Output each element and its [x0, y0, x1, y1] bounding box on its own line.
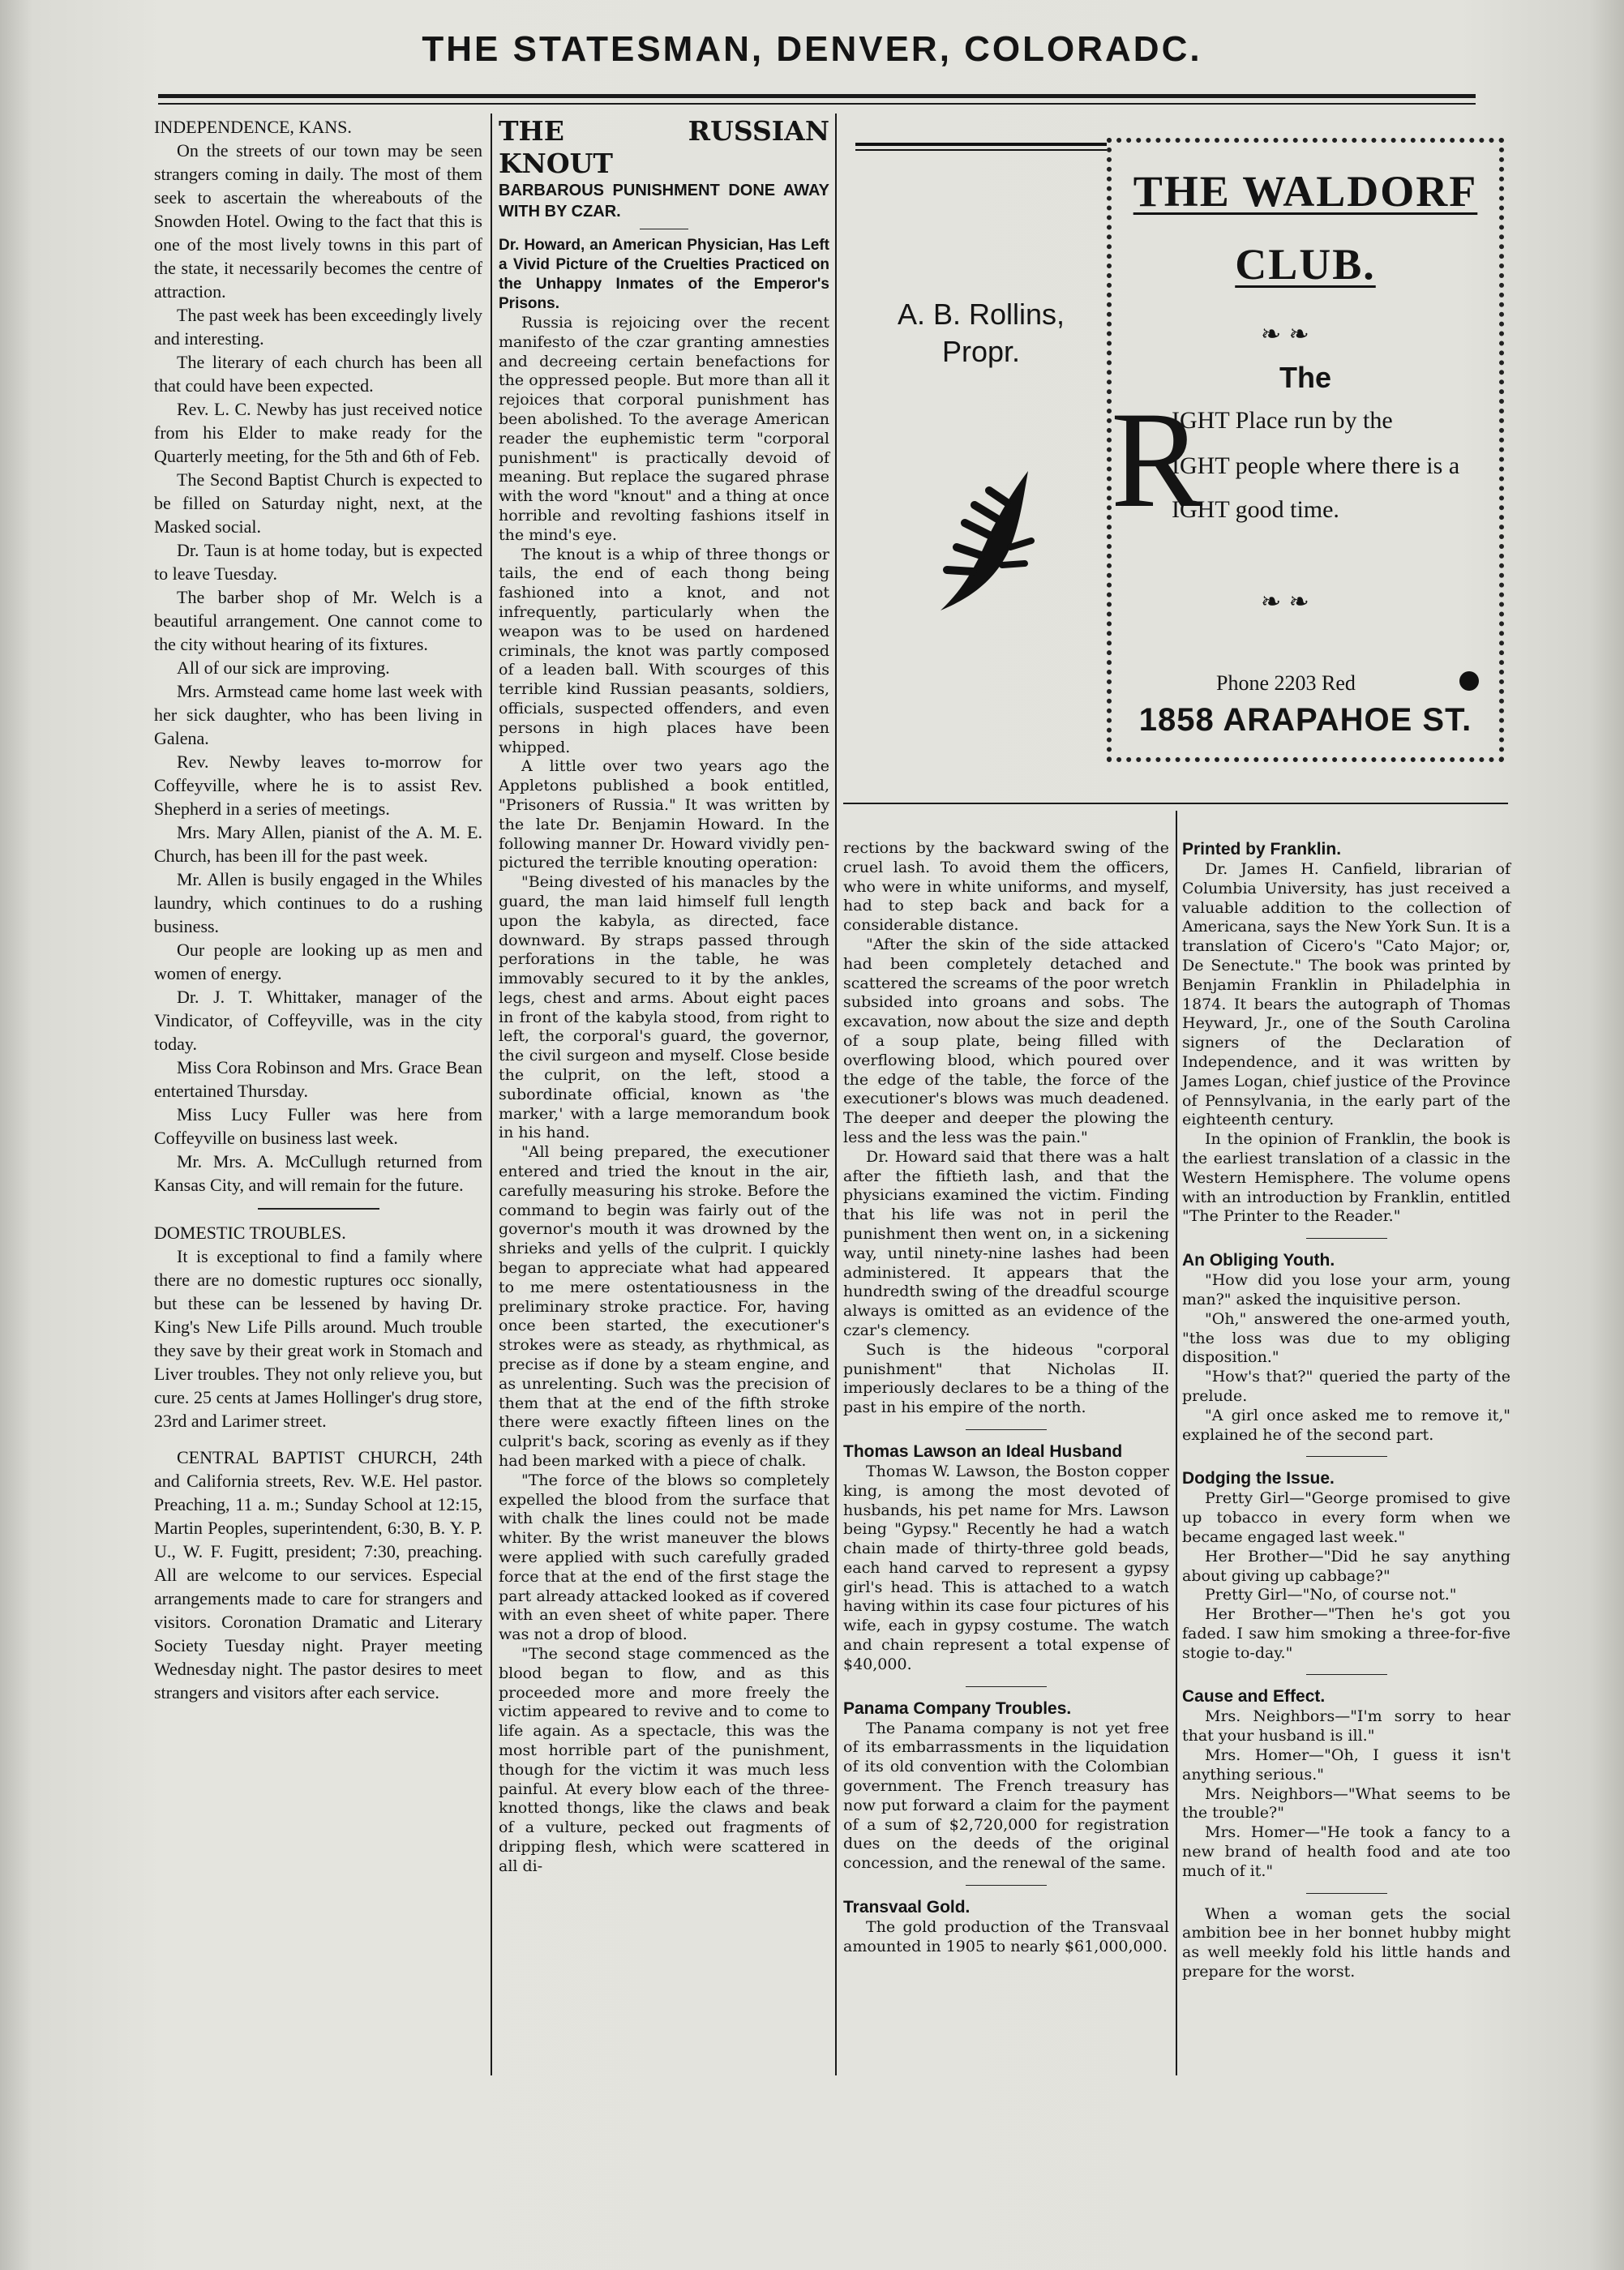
paragraph: Miss Lucy Fuller was here from Coffeyville on business last week.: [154, 1104, 482, 1148]
leaf-ornament-icon: [932, 466, 1038, 616]
paragraph: Mrs. Homer—"Oh, I guess it isn't anything serious.": [1182, 1746, 1510, 1784]
separator: [966, 1686, 1047, 1687]
proprietor: [859, 296, 1103, 370]
separator: [966, 1885, 1047, 1886]
drop-cap-r: R: [1111, 383, 1203, 536]
paragraph: Mrs. Mary Allen, pianist of the A. M. E. Church, has been ill for the past week.: [154, 822, 482, 866]
paragraph: The Panama company is not yet free of its embarrassments in the liquidation of its old convention with the Colombian government. The French treasury has now put forward a claim for the payment of a sum of $2,720,000 for registration dues on the deeds of the original concession, and the renewal of the same.: [843, 1719, 1169, 1873]
ad-rule: [855, 143, 1107, 146]
paragraph: Dr. Taun is at home today, but is expected to leave Tuesday.: [154, 540, 482, 584]
separator: [966, 1429, 1047, 1430]
paragraph: rections by the backward swing of the cruel lash. To avoid them the officers, who were in white uniforms, and myself, had to step back and back for a considerable distance.: [843, 839, 1169, 935]
paragraph: Rev. L. C. Newby has just received notice from his Elder to make ready for the Quarterly meeting, for the 5th and 6th of Feb.: [154, 399, 482, 466]
subhead-barbarous: BARBAROUS PUNISHMENT DONE AWAY WITH BY CZAR.: [499, 182, 829, 221]
top-rule: [158, 94, 1476, 98]
paragraph: Dr. James H. Canfield, librarian of Columbia University, has just received a valuable addition to the collection of Americana, says the New York Sun. It is a translation of Cicero's "Cato Major; or, De Senectute." The book was printed by Benjamin Franklin in Philadelphia in 1874. It bears the autograph of Thomas Heyward, Jr., one of the South Carolina signers of the Declaration of Independence, and it was written by James Logan, chief justice of the Province of Pennsylvania, in the early part of the eighteenth century.: [1182, 860, 1510, 1129]
separator: [1306, 1674, 1387, 1675]
headline-cause-effect: Cause and Effect.: [1182, 1687, 1326, 1707]
paragraph: Our people are looking up as men and women of energy.: [154, 940, 482, 983]
headline-franklin: Printed by Franklin.: [1182, 840, 1342, 859]
paragraph: The past week has been exceedingly lively and interesting.: [154, 305, 482, 349]
paragraph: On the streets of our town may be seen strangers coming in daily. The most of them seek to ascertain the whereabouts of the Snowden Hotel. Owing to the fact that this is one of the most lively towns in this part of the state, it necessarily becomes the centre of attraction.: [154, 140, 482, 302]
paragraph: The literary of each church has been all that could have been expected.: [154, 352, 482, 396]
paragraph: Her Brother—"Did he say anything about giving up cabbage?": [1182, 1547, 1510, 1585]
paragraph: "After the skin of the side attacked had been completely detached and scattered the screams of the poor wretch subsided into groans and sobs. The excavation, now about the size and depth of a soup plate, being filled with overflowing blood, which poured over the edge of the table, the force of the executioner's blows was much deadened. The deeper and deeper the plowing the less and the less was the pain.": [843, 935, 1169, 1146]
deck: Dr. Howard, an American Physician, Has Left a Vivid Picture of the Cruelties Practiced on the Unhappy Inmates of the Emperor's Prisons.: [499, 237, 829, 312]
headline-domestic-troubles: DOMESTIC TROUBLES.: [154, 1223, 346, 1243]
paragraph: Mrs. Neighbors—"I'm sorry to hear that your husband is ill.": [1182, 1707, 1510, 1745]
paragraph: Miss Cora Robinson and Mrs. Grace Bean entertained Thursday.: [154, 1057, 482, 1101]
church-notice: CENTRAL BAPTIST CHURCH, 24th and California streets, Rev. W.E. Hel pastor. Preaching, 11 a. m.; Sunday School at 12:15, Martin Peoples, superintendent, 6:30, B. Y. P. U., W. F. Fugitt, president; 7:30, preaching. All are welcome to our services. Especial arrangements made to care for strangers and visitors. Coronation Dramatic and Literary Society Tuesday night. Prayer meeting Wednesday night. The pastor desires to meet strangers and visitors after each service.: [154, 1447, 482, 1702]
paragraph: Thomas W. Lawson, the Boston copper king, is among the most devoted of husbands, his pet name for Mrs. Lawson being "Gypsy." Recently he had a watch chain made of thirty-three gold beads, each hand carved to represent a gypsy girl's head. This is attached to a watch having within its case four pictures of his wife, each in gypsy costume. The watch and chain represent a total expense of $40,000.: [843, 1462, 1169, 1673]
paragraph: "Oh," answered the one-armed youth, "the loss was due to my obliging disposition.": [1182, 1309, 1510, 1367]
paragraph: Russia is rejoicing over the recent manifesto of the czar granting amnesties and decreeing certain benefactions for the oppressed people. But more than all it rejoices that corporal punishment has been abolished. To the average American reader the euphemistic term "corporal punishment" is practically devoid of meaning. But replace the sugared phrase with the word "knout" and a thing at once horrible and revolting fashions itself in the mind's eye.: [499, 314, 829, 544]
paragraph: Such is the hideous "corporal punishment" that Nicholas II. imperiously declares to be a thing of the past in his empire of the north.: [843, 1340, 1169, 1417]
separator: [258, 1208, 379, 1210]
ad-line-2: IGHT people where there is a: [1172, 452, 1460, 479]
headline-panama: Panama Company Troubles.: [843, 1698, 1072, 1718]
ad-the: The: [1279, 361, 1331, 394]
column-rule-2: [835, 114, 837, 2075]
paragraph: Dr. Howard said that there was a halt after the fiftieth lash, and that the physicians examined the victim. Finding that his life was not in peril the punishment then went on, in a sickening way, until ninety-nine lashes had been administered. It appears that the hundredth swing of the dreadful scourge always is omitted as an evidence of the czar's clemency.: [843, 1147, 1169, 1339]
paragraph: Pretty Girl—"No, of course not.": [1205, 1586, 1457, 1604]
dot-ornament-icon: [1459, 671, 1479, 691]
column-3: [843, 839, 1169, 1957]
paragraph: When a woman gets the social ambition bee in her bonnet hubby might as well meekly fold his little hands and prepare for the worst.: [1182, 1904, 1510, 1981]
paragraph: Rev. Newby leaves to-morrow for Coffeyville, where he is to assist Rev. Shepherd in a series of meetings.: [154, 752, 482, 819]
paragraph: It is exceptional to find a family where there are no domestic ruptures occ sionally, but these can be lessened by having Dr. King's New Life Pills around. Much trouble they save by their great work in Stomach and Liver troubles. They not only relieve you, but cure. 25 cents at James Hollinger's drug store, 23rd and Larimer street.: [154, 1246, 482, 1431]
paragraph: "The second stage commenced as the blood began to flow, and as this proceeded more and more freely the victim appeared to revive and to come to life again. As a spectacle, this was the most horrible part of the punishment, though for the victim it was much less painful. At every blow each of the three-knotted thongs, like the claws and beak of a vulture, pecked out fragments of dripping flesh, which were scattered in all di-: [499, 1644, 829, 1875]
headline-obliging-youth: An Obliging Youth.: [1182, 1251, 1335, 1270]
club-title: [1107, 166, 1504, 216]
paragraph: The gold production of the Transvaal amounted in 1905 to nearly $61,000,000.: [843, 1918, 1169, 1955]
club-title-line1: THE WALDORF: [1133, 167, 1478, 216]
address: 1858 ARAPAHOE ST.: [1138, 702, 1472, 738]
proprietor-title: Propr.: [941, 335, 1021, 368]
headline-dodging: Dodging the Issue.: [1182, 1469, 1335, 1488]
column-russian-knout: [499, 115, 829, 1877]
ad-rule-thin: [855, 149, 1107, 151]
club-title-2: [1107, 239, 1504, 289]
fleuron-icon: ❧ ❧: [1261, 320, 1309, 349]
paragraph: Mrs. Armstead came home last week with her sick daughter, who has been living in Galena.: [154, 681, 482, 748]
proprietor-name: A. B. Rollins,: [897, 298, 1065, 331]
paragraph: Pretty Girl—"George promised to give up tobacco in every form when we became engaged last week.": [1182, 1489, 1510, 1546]
paragraph: All of our sick are improving.: [177, 657, 390, 678]
separator: [1306, 1893, 1387, 1894]
separator: [1306, 1238, 1387, 1239]
separator: [1306, 1456, 1387, 1457]
paragraph: "The force of the blows so completely expelled the blood from the surface that with chalk the lines could not be made whiter. By the wrist maneuver the blows were applied with such carefully graded force that at the end of the first stage the part already attacked looked as if covered with an even sheet of white paper. There was not a drop of blood.: [499, 1471, 829, 1644]
paragraph: The Second Baptist Church is expected to be filled on Saturday night, next, at the Masked social.: [154, 469, 482, 537]
paragraph: Mr. Allen is busily engaged in the Whiles laundry, which continues to do a rushing business.: [154, 869, 482, 936]
headline-russian-knout: THE RUSSIAN KNOUT: [499, 115, 829, 179]
paragraph: Her Brother—"Then he's got you faded. I saw him smoking a three-for-five stogie to-day.": [1182, 1605, 1510, 1662]
paragraph: Dr. J. T. Whittaker, manager of the Vindicator, of Coffeyville, was in the city today.: [154, 987, 482, 1054]
headline-lawson: Thomas Lawson an Ideal Husband: [843, 1441, 1123, 1461]
fleuron-icon: ❧ ❧: [1261, 588, 1309, 616]
paragraph: A little over two years ago the Appletons published a book entitled, "Prisoners of Russia." It was written by the late Dr. Benjamin Howard. In the following manner Dr. Howard vividly pen-pictured the terrible knouting operation:: [499, 757, 829, 872]
ad-bottom-rule: [843, 803, 1508, 804]
column-independence: [154, 115, 482, 1704]
paragraph: "All being prepared, the executioner entered and tried the knout in the air, carefully measuring his stroke. Before the command to begin was fairly out of the governor's mouth it was drowned by the shrieks and yells of the culprit. I quickly began to appreciate what had appeared to me mere ostentatiousness in the preliminary stroke practice. For, having once been started, the executioner's strokes were as steady, as rhythmical, as precise as if done by a steam engine, and as unrelenting. Such was the precision of them that at the end of the fifth stroke there were exactly fifteen lines on the culprit's back, scoring as evenly as if they had been marked with a piece of chalk.: [499, 1143, 829, 1471]
column-4: [1182, 839, 1510, 1982]
paragraph: In the opinion of Franklin, the book is the earliest translation of a classic in the Western Hemisphere. The volume opens with an introduction by Franklin, entitled "The Printer to the Reader.": [1182, 1130, 1510, 1226]
paragraph: The knout is a whip of three thongs or tails, the end of each thong being fashioned into a knot, and not infrequently, particularly when the weapon was to be used on hardened criminals, the knot was partly composed of a leaden ball. With scourges of this terrible kind Russian peasants, soldiers, officials, suspected offenders, and even persons in high places have been whipped.: [499, 545, 829, 756]
club-title-line2: CLUB.: [1235, 240, 1376, 289]
column-rule-3: [1176, 811, 1177, 2075]
ad-line-1: IGHT Place run by the: [1172, 407, 1393, 434]
paragraph: The barber shop of Mr. Welch is a beautiful arrangement. One cannot come to the city without hearing of its fixtures.: [154, 587, 482, 654]
paragraph: Mr. Mrs. A. McCullugh returned from Kansas City, and will remain for the future.: [154, 1151, 482, 1195]
paragraph: "Being divested of his manacles by the guard, the man laid himself full length upon the kabyla, as directed, face downward. By straps passed through perforations in the table, he was immovably secured to it by the ankles, legs, chest and arms. About eight paces in front of the kabyla stood, from right to left, the corporal's guard, the governor, the civil surgeon and myself. Close beside the culprit, on the left, stood a subordinate official, known as 'the marker,' with a large memorandum book in his hand.: [499, 873, 829, 1142]
paragraph: "How's that?" queried the party of the prelude.: [1182, 1368, 1510, 1405]
top-rule-thin: [158, 103, 1476, 105]
paragraph: Mrs. Homer—"He took a fancy to a new brand of health food and ate too much of it.": [1182, 1823, 1510, 1880]
headline-independence: INDEPENDENCE, KANS.: [154, 117, 352, 137]
column-rule-1: [491, 114, 492, 2075]
headline-transvaal: Transvaal Gold.: [843, 1898, 971, 1917]
paragraph: "A girl once asked me to remove it," explained he of the second part.: [1182, 1406, 1510, 1444]
paragraph: Mrs. Neighbors—"What seems to be the trouble?": [1182, 1784, 1510, 1822]
paragraph: "How did you lose your arm, young man?" asked the inquisitive person.: [1182, 1271, 1510, 1308]
masthead: THE STATESMAN, DENVER, COLORADC.: [422, 29, 1202, 69]
phone: Phone 2203 Red: [1216, 671, 1356, 695]
ad-line-3: IGHT good time.: [1172, 496, 1339, 523]
